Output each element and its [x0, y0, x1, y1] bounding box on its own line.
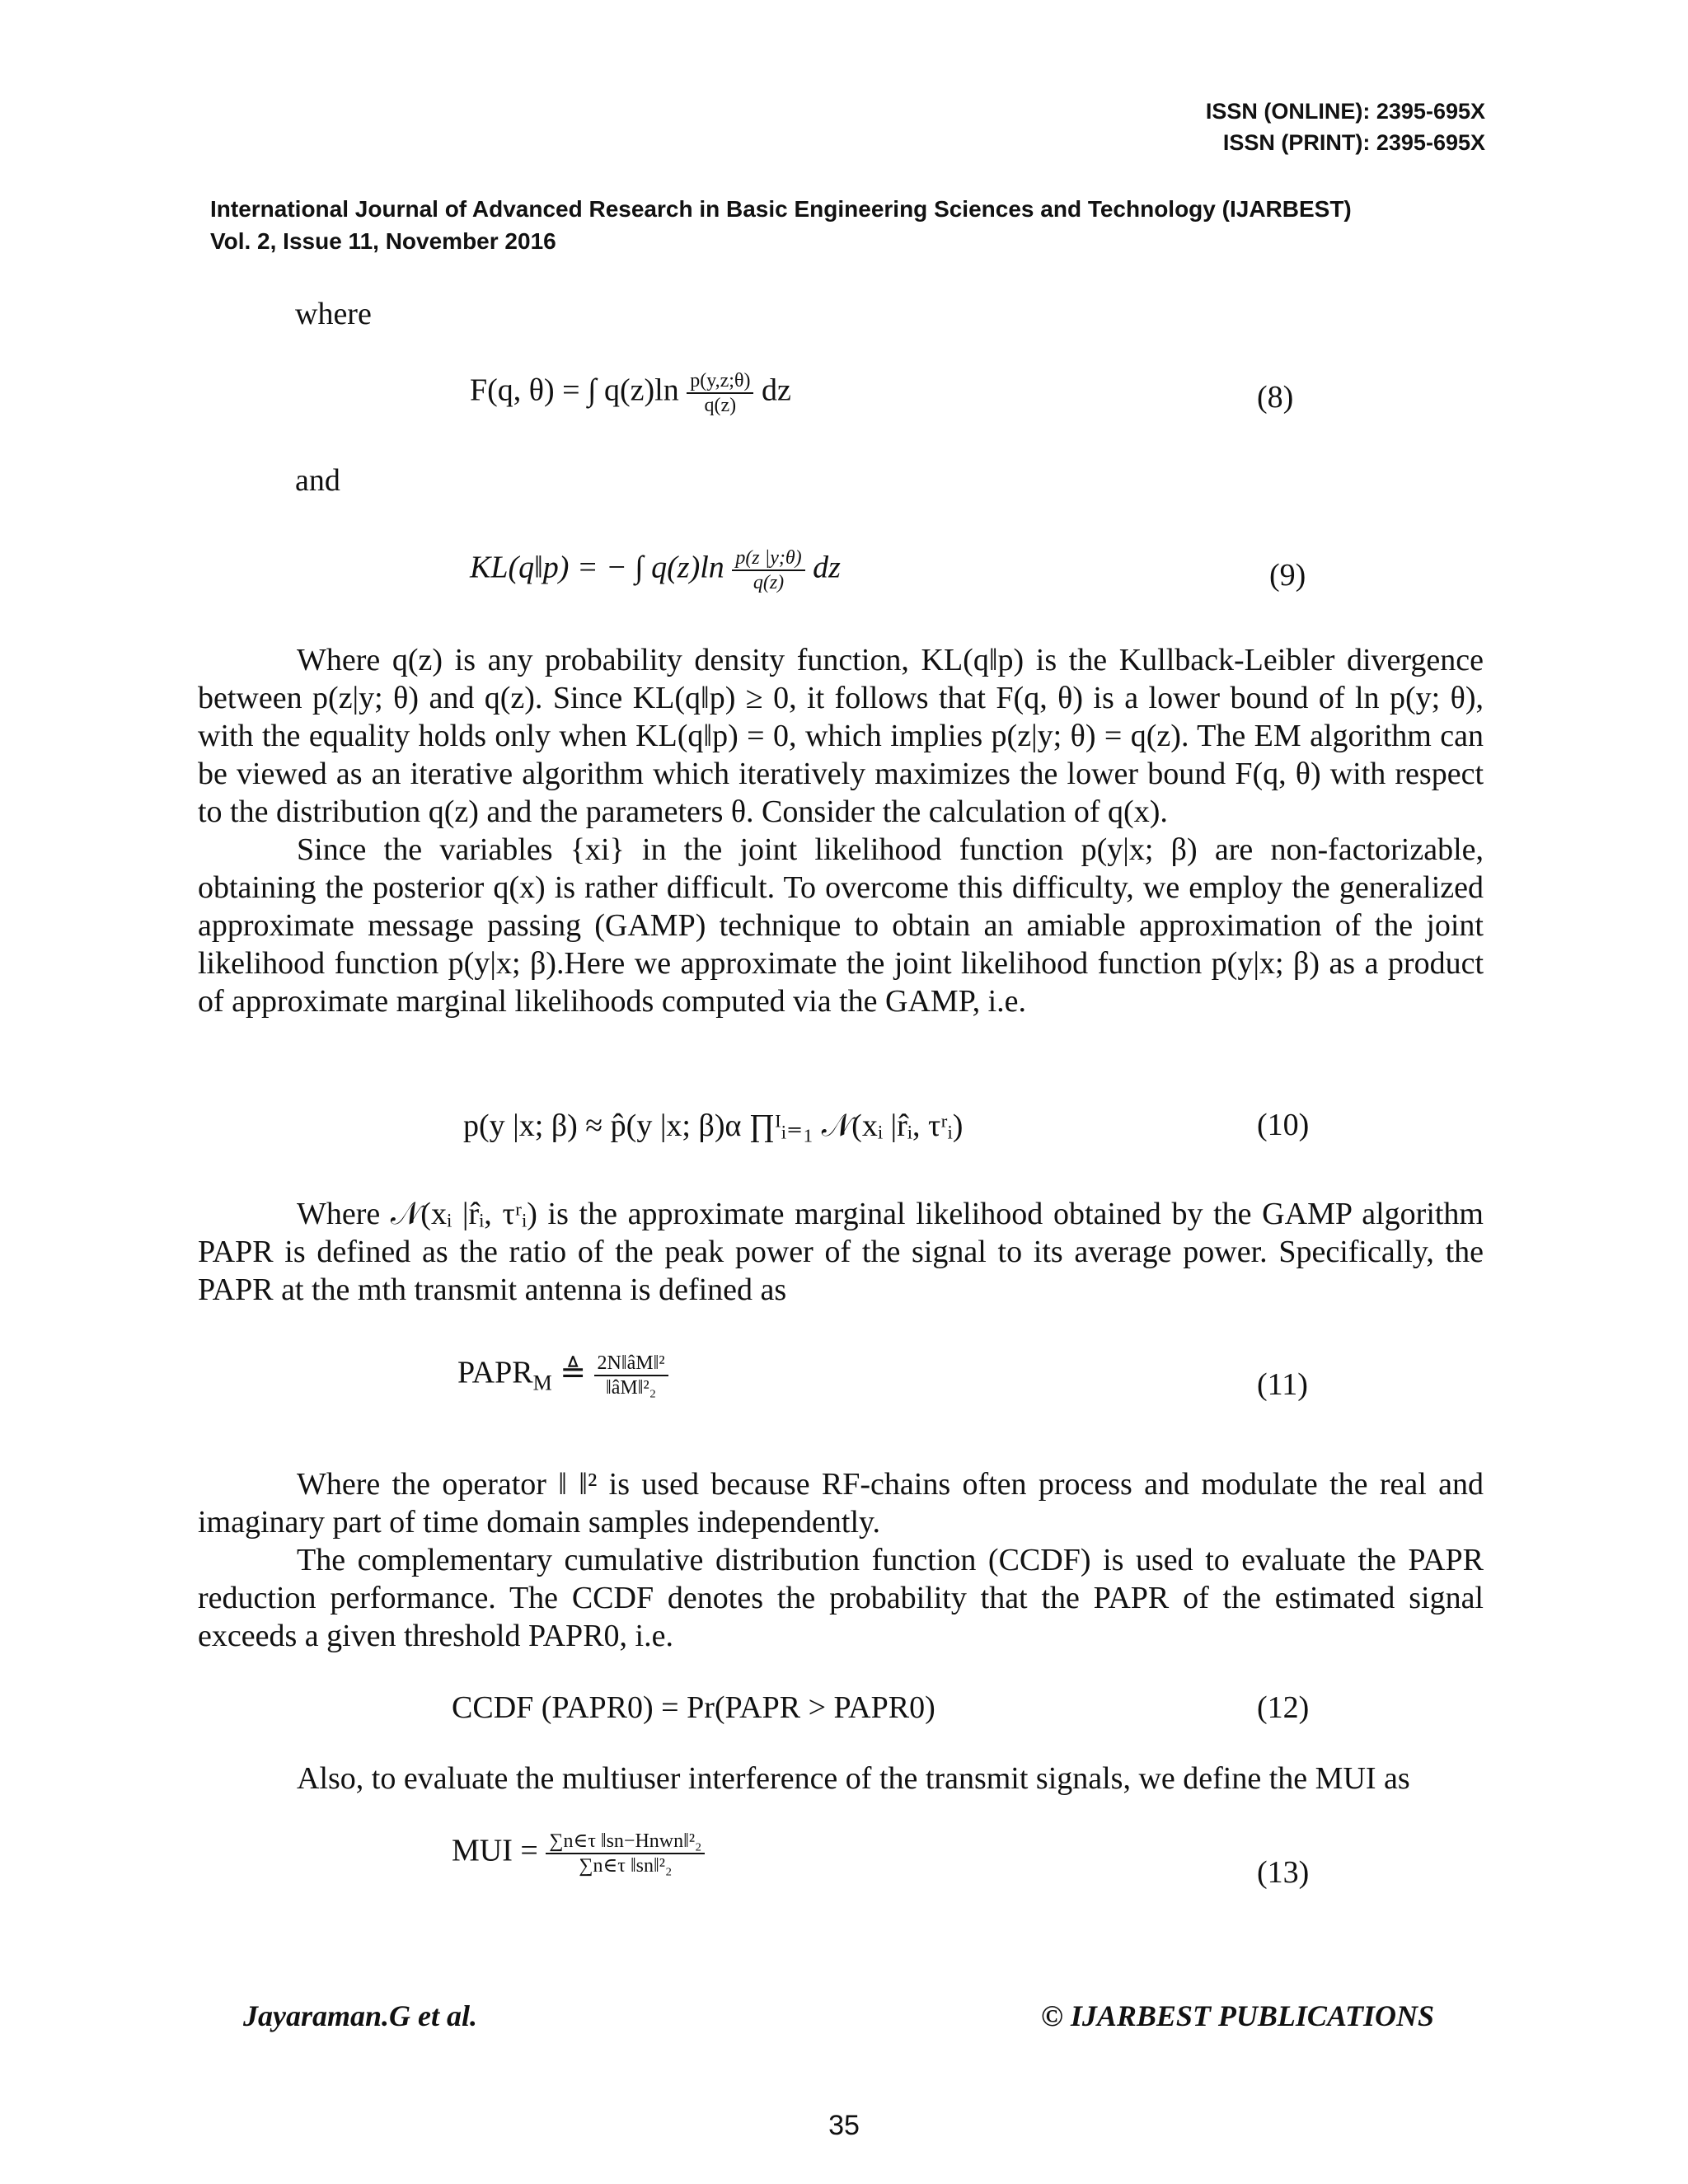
where-label: where	[295, 297, 372, 331]
journal-volume: Vol. 2, Issue 11, November 2016	[210, 228, 556, 254]
paragraph-6: Also, to evaluate the multiuser interference of the transmit signals, we define the MUI as	[297, 1761, 1410, 1796]
body-paragraphs-1	[198, 641, 1484, 1020]
eq13-number: (13)	[1257, 1855, 1310, 1890]
eq9-denominator: q(z)	[753, 572, 785, 593]
eq8-numerator: p(y,z;θ)	[687, 369, 753, 394]
eq9-rhs: dz	[813, 550, 841, 585]
eq11-subscript: M	[532, 1371, 552, 1395]
eq11-denominator: ‖âM‖²₂	[606, 1377, 657, 1399]
equation-13	[452, 1830, 705, 1877]
eq8-denominator: q(z)	[704, 395, 737, 416]
equation-11	[457, 1352, 668, 1399]
issn-print: ISSN (PRINT): 2395-695X	[1222, 130, 1485, 155]
eq12-number: (12)	[1257, 1690, 1310, 1725]
eq11-numerator: 2N‖âM‖²	[594, 1352, 668, 1376]
eq11-fraction	[594, 1352, 668, 1399]
body-paragraphs-4	[198, 1760, 1484, 1797]
eq11-lhs: PAPR	[457, 1355, 533, 1390]
footer-publisher: © IJARBEST PUBLICATIONS	[1040, 1999, 1434, 2032]
eq8-rhs: dz	[761, 373, 791, 408]
journal-title: International Journal of Advanced Research in Basic Engineering Sciences and Technology (IJARBEST)	[210, 196, 1352, 222]
paragraph-3: Where 𝒩(xᵢ |r̂ᵢ, τʳᵢ) is the approximate marginal likelihood obtained by the GAMP algorithm PAPR is defined as the ratio of the peak power of the signal to its average power. Specifically, the PAPR at the mth transmit antenna is defined as	[198, 1197, 1484, 1307]
eq8-lhs: F(q, θ) = ∫ q(z)ln	[470, 373, 679, 408]
paragraph-4: Where the operator ‖ ‖² is used because RF-chains often process and modulate the real and imaginary part of time domain samples independently.	[198, 1467, 1484, 1540]
eq8-fraction	[687, 369, 753, 417]
eq13-denominator: ∑n∈τ ‖sn‖²₂	[579, 1855, 673, 1877]
paragraph-1: Where q(z) is any probability density function, KL(q‖p) is the Kullback-Leibler divergence between p(z|y; θ) and q(z). Since KL(q‖p) ≥ 0, it follows that F(q, θ) is a lower bound of ln p(y; θ), with the equality holds only when KL(q‖p) = 0, which implies p(z|y; θ) = q(z). The EM algorithm can be viewed as an iterative algorithm which iteratively maximizes the lower bound F(q, θ) with respect to the distribution q(z) and the parameters θ. Consider the calculation of q(x).	[198, 643, 1484, 829]
eq9-fraction	[732, 546, 804, 594]
and-label: and	[295, 463, 340, 498]
eq9-numerator: p(z |y;θ)	[732, 546, 804, 571]
issn-online: ISSN (ONLINE): 2395-695X	[1205, 99, 1485, 124]
paragraph-5: The complementary cumulative distribution function (CCDF) is used to evaluate the PAPR reduction performance. The CCDF denotes the probability that the PAPR of the estimated signal exceeds a given threshold PAPR0, i.e.	[198, 1543, 1484, 1653]
eq13-fraction	[546, 1830, 705, 1877]
equation-12: CCDF (PAPR0) = Pr(PAPR > PAPR0)	[452, 1690, 935, 1725]
eq11-number: (11)	[1257, 1367, 1308, 1402]
equation-9	[470, 546, 841, 594]
eq8-number: (8)	[1257, 380, 1294, 415]
eq11-operator: ≜	[560, 1355, 587, 1390]
footer-author: Jayaraman.G et al.	[243, 1999, 477, 2032]
page-number: 35	[828, 2110, 860, 2141]
eq13-lhs: MUI =	[452, 1833, 538, 1868]
eq9-lhs: KL(q‖p) = − ∫ q(z)ln	[470, 550, 724, 585]
paragraph-2: Since the variables {xi} in the joint likelihood function p(y|x; β) are non-factorizable, obtaining the posterior q(x) is rather difficult. To overcome this difficulty, we employ the generalized approximate message passing (GAMP) technique to obtain an amiable approximation of the joint likelihood function p(y|x; β).Here we approximate the joint likelihood function p(y|x; β) as a product of approximate marginal likelihoods computed via the GAMP, i.e.	[198, 832, 1484, 1019]
eq10-number: (10)	[1257, 1108, 1310, 1142]
body-paragraphs-3	[198, 1465, 1484, 1655]
equation-10: p(y |x; β) ≈ p̂(y |x; β)α ∏ᴵᵢ₌₁ 𝒩(xᵢ |r̂ᵢ, τʳᵢ)	[463, 1108, 964, 1143]
body-paragraphs-2	[198, 1195, 1484, 1309]
eq9-number: (9)	[1269, 558, 1306, 593]
equation-8	[470, 369, 791, 417]
eq13-numerator: ∑n∈τ ‖sn−Hnwn‖²₂	[546, 1830, 705, 1854]
